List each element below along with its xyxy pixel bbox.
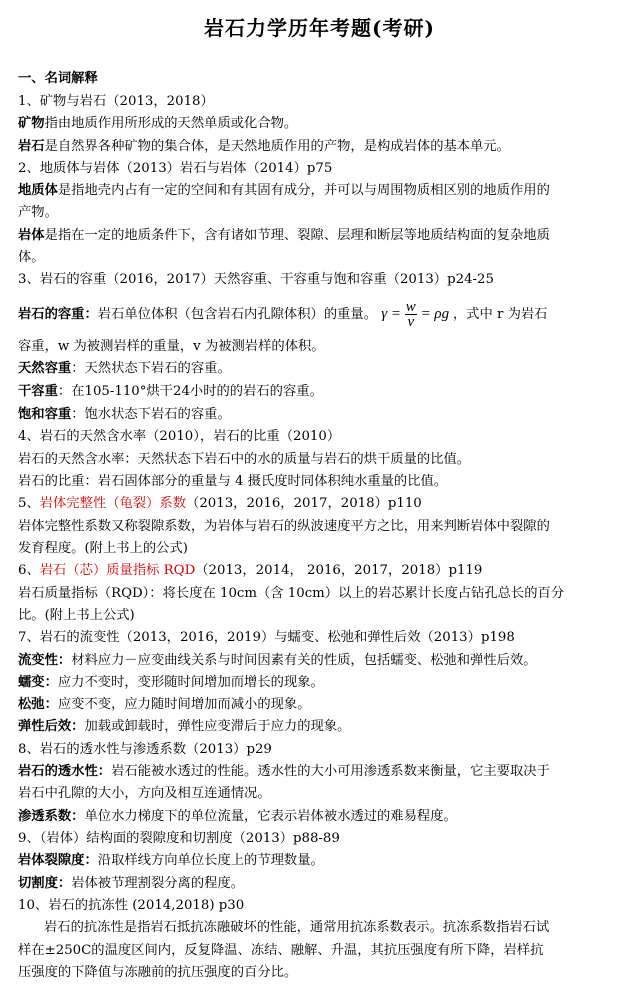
question-10-heading: 10、岩石的抗冻性 (2014,2018) p30 (18, 898, 245, 913)
term: 流变性： (18, 653, 72, 668)
highlighted-term: 岩体完整性（龟裂）系数 (39, 496, 187, 511)
question-1-heading: 1、矿物与岩石（2013，2018） (18, 94, 214, 109)
term: 蠕变： (18, 675, 58, 690)
term: 松弛： (18, 697, 58, 712)
term: 岩石的透水性： (18, 764, 112, 779)
section-heading: 一、名词解释 (18, 71, 98, 86)
definition-integrity-coefficient: 岩体完整性系数又称裂隙系数，为岩体与岩石的纵波速度平方之比，用来判断岩体中裂隙的 (18, 519, 550, 534)
definition-text: 岩体被节理割裂分离的程度。 (71, 876, 245, 891)
highlighted-term: 岩石（芯）质量指标 RQD (39, 563, 196, 578)
definition-text: 单位水力梯度下的单位流量，它表示岩体被水透过的难易程度。 (84, 809, 457, 824)
definition-continuation: 容重，w 为被测岩样的重量，v 为被测岩样的体积。 (18, 339, 325, 354)
definition-continuation: 产物。 (18, 205, 58, 220)
question-6-heading: 6、岩石（芯）质量指标 RQD（2013，2014， 2016，2017，2018）p119 (18, 563, 483, 578)
question-7-heading: 7、岩石的流变性（2013，2016，2019）与蠕变、松弛和弹性后效（2013）p198 (18, 630, 515, 645)
definition-text: 是指在一定的地质条件下，含有诸如节理、裂隙、层理和断层等地质结构面的复杂地质 (44, 228, 550, 243)
term: 岩石的容重： (18, 306, 98, 322)
term: 岩体裂隙度： (18, 853, 98, 868)
definition-text: 材料应力－应变曲线关系与时间因素有关的性质，包括蠕变、松弛和弹性后效。 (71, 653, 537, 668)
definition-continuation: 比。(附上书上公式) (18, 608, 135, 623)
term: 干容重 (18, 384, 58, 399)
definition-text: 沿取样线方向单位长度上的节理数量。 (97, 853, 324, 868)
definition-text: 是指地壳内占有一定的空间和有其固有成分，并可以与周围物质相区别的地质作用的 (57, 183, 550, 198)
definition-continuation: 体。 (18, 250, 45, 265)
definition-permeability (18, 761, 624, 783)
definition-frost-resistance: 岩石的抗冻性是指岩石抵抗冻融破坏的性能，通常用抗冻系数表示。抗冻系数指岩石试 (44, 920, 550, 935)
unit-weight-formula: γ = $\frac{w}{v}$ = ρg (381, 300, 450, 329)
definition-continuation: 岩石中孔隙的大小，方向及相互连通情况。 (18, 786, 271, 801)
definition-saturated-unit-weight (18, 404, 624, 426)
definition-natural-unit-weight (18, 358, 624, 380)
question-3-heading: 3、岩石的容重（2016，2017）天然容重、干容重与饱和容重（2013）p24-25 (18, 272, 494, 287)
definition-specific-gravity: 岩石的比重：岩石固体部分的重量与 4 摄氏度时同体积纯水重量的比值。 (18, 474, 448, 489)
definition-text: ，式中 r 为岩石 (452, 306, 548, 322)
definition-permeability-coefficient (18, 806, 624, 828)
term: 弹性后效： (18, 719, 85, 734)
definition-rqd: 岩石质量指标（RQD）：将长度在 10cm（含 10cm）以上的岩芯累计长度占钻孔总长的百分 (18, 586, 565, 601)
definition-text: 加载或卸载时，弹性应变滞后于应力的现象。 (84, 719, 351, 734)
term: 岩体 (18, 228, 45, 243)
term: 地质体 (18, 183, 58, 198)
definition-text: 岩石能被水透过的性能。透水性的大小可用渗透系数来衡量，它主要取决于 (111, 764, 550, 779)
definition-dry-unit-weight (18, 381, 624, 403)
definition-continuation: 样在±250C的温度区间内，反复降温、冻结、融解、升温，其抗压强度有所下降，岩样抗 (18, 943, 544, 958)
fraction: $\frac{w}{v}$ (405, 300, 416, 329)
definition-rheology (18, 650, 624, 672)
term: 天然容重 (18, 361, 72, 376)
definition-text: ：饱水状态下岩石的容重。 (71, 407, 231, 422)
definition-text: ：在105-110°烘干24小时的的岩石的容重。 (57, 384, 323, 399)
definition-text: 岩石单位体积（包含岩石内孔隙体积）的重量。 (97, 306, 378, 322)
definition-geological-body (18, 180, 624, 202)
question-4-heading: 4、岩石的天然含水率（2010），岩石的比重（2010） (18, 429, 341, 444)
definition-rock (18, 136, 624, 158)
definition-elastic-aftereffect (18, 716, 624, 738)
definition-continuation: 发育程度。(附上书上的公式) (18, 541, 188, 556)
definition-text: ：天然状态下岩石的容重。 (71, 361, 231, 376)
definition-mineral (18, 113, 624, 135)
term: 切割度： (18, 876, 72, 891)
term: 矿物 (18, 116, 45, 131)
document-title: 岩石力学历年考题(考研) (204, 16, 435, 40)
definition-unit-weight (18, 300, 624, 329)
term: 饱和容重 (18, 407, 72, 422)
term: 渗透系数： (18, 809, 85, 824)
definition-text: 应力不变时，变形随时间增加而增长的现象。 (57, 675, 324, 690)
definition-fracture-degree (18, 850, 624, 872)
definition-text: 是自然界各种矿物的集合体，是天然地质作用的产物，是构成岩体的基本单元。 (44, 139, 510, 154)
definition-continuation: 压强度的下降值与冻融前的抗压强度的百分比。 (18, 965, 298, 980)
definition-cutting-degree (18, 873, 624, 895)
definition-text: 应变不变，应力随时间增加而减小的现象。 (57, 697, 311, 712)
term: 岩石 (18, 139, 45, 154)
definition-creep (18, 672, 624, 694)
definition-relaxation (18, 694, 624, 716)
definition-text: 指由地质作用所形成的天然单质或化合物。 (44, 116, 298, 131)
question-5-heading: 5、岩体完整性（龟裂）系数（2013，2016，2017，2018）p110 (18, 496, 422, 511)
question-8-heading: 8、岩石的透水性与渗透系数（2013）p29 (18, 742, 272, 757)
question-2-heading: 2、地质体与岩体（2013）岩石与岩体（2014）p75 (18, 161, 333, 176)
definition-water-content: 岩石的天然含水率：天然状态下岩石中的水的质量与岩石的烘干质量的比值。 (18, 452, 471, 467)
definition-rock-mass (18, 225, 624, 247)
question-9-heading: 9、（岩体）结构面的裂隙度和切割度（2013）p88-89 (18, 831, 340, 846)
